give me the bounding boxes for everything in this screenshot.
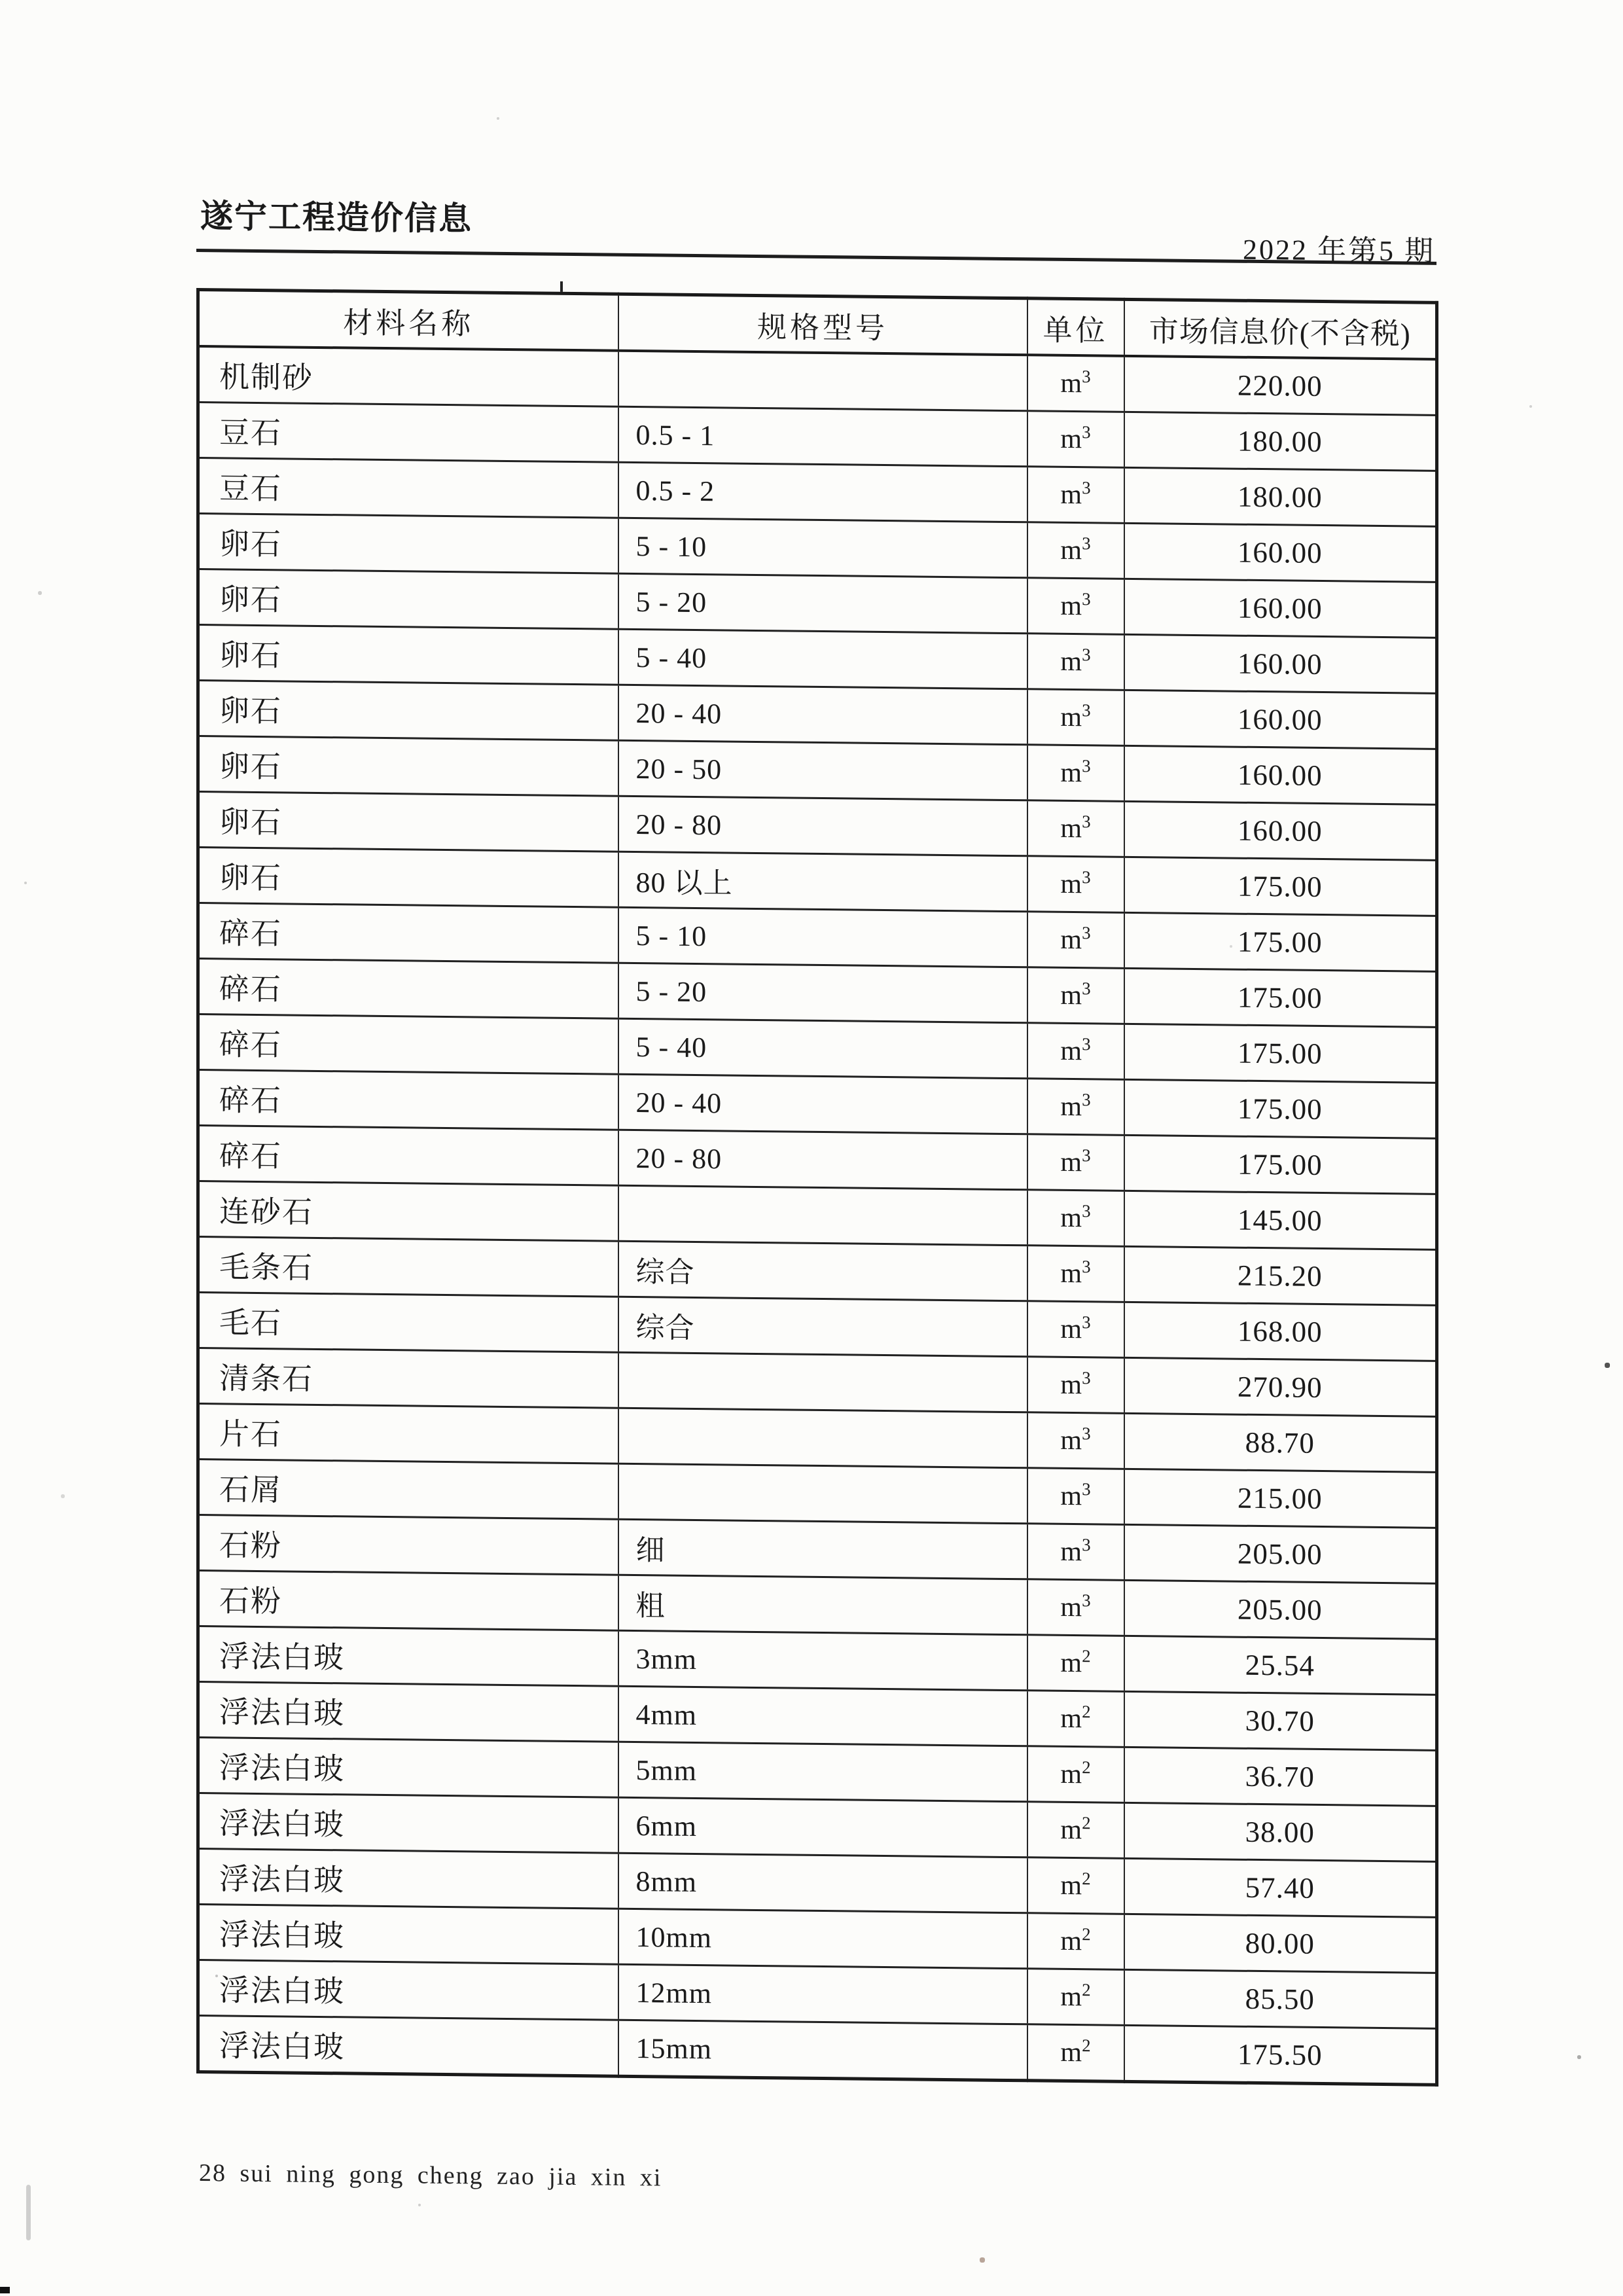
cell-material-name: 石粉 bbox=[198, 1515, 618, 1575]
cell-material-name: 浮法白玻 bbox=[198, 1793, 618, 1854]
cell-spec-model: 5 - 10 bbox=[618, 518, 1027, 578]
cell-spec-model bbox=[618, 1352, 1027, 1412]
cell-material-name: 碎石 bbox=[198, 1014, 618, 1075]
cell-price: 168.00 bbox=[1124, 1302, 1437, 1361]
cell-material-name: 卵石 bbox=[198, 792, 618, 852]
cell-unit: $m^3$ bbox=[1027, 1301, 1124, 1358]
cell-price: 160.00 bbox=[1124, 801, 1437, 860]
cell-unit: $m^3$ bbox=[1027, 967, 1124, 1024]
cell-material-name: 清条石 bbox=[198, 1348, 618, 1408]
cell-price: 160.00 bbox=[1124, 634, 1437, 693]
cell-price: 205.00 bbox=[1124, 1524, 1437, 1583]
cell-spec-model bbox=[618, 1463, 1027, 1524]
cell-unit: $m^2$ bbox=[1027, 1635, 1124, 1692]
cell-price: 160.00 bbox=[1124, 579, 1437, 637]
cell-material-name: 浮法白玻 bbox=[198, 1849, 618, 1909]
cell-spec-model: 15mm bbox=[618, 2020, 1027, 2081]
cell-unit: $m^2$ bbox=[1027, 1857, 1124, 1914]
cell-unit: $m^3$ bbox=[1027, 355, 1124, 412]
cell-spec-model: 80 以上 bbox=[618, 852, 1027, 912]
cell-price: 85.50 bbox=[1124, 1969, 1437, 2028]
cell-unit: $m^2$ bbox=[1027, 1802, 1124, 1859]
cell-price: 36.70 bbox=[1124, 1747, 1437, 1806]
cell-price: 30.70 bbox=[1124, 1691, 1437, 1750]
cell-spec-model: 细 bbox=[618, 1519, 1027, 1579]
col-header-material-name: 材料名称 bbox=[198, 290, 618, 351]
cell-unit: $m^3$ bbox=[1027, 578, 1124, 635]
cell-spec-model: 20 - 40 bbox=[618, 685, 1027, 745]
cell-material-name: 碎石 bbox=[198, 1126, 618, 1186]
cell-spec-model: 5 - 40 bbox=[618, 629, 1027, 689]
cell-price: 180.00 bbox=[1124, 412, 1437, 471]
cell-price: 175.00 bbox=[1124, 1135, 1437, 1194]
cell-spec-model: 20 - 40 bbox=[618, 1074, 1027, 1134]
cell-spec-model: 5 - 10 bbox=[618, 907, 1027, 967]
cell-price: 215.00 bbox=[1124, 1469, 1437, 1528]
cell-material-name: 浮法白玻 bbox=[198, 1682, 618, 1742]
cell-material-name: 连砂石 bbox=[198, 1181, 618, 1242]
cell-material-name: 浮法白玻 bbox=[198, 1738, 618, 1798]
cell-unit: $m^3$ bbox=[1027, 1246, 1124, 1302]
cell-unit: $m^2$ bbox=[1027, 1969, 1124, 2026]
cell-material-name: 豆石 bbox=[198, 458, 618, 518]
cell-material-name: 石屑 bbox=[198, 1460, 618, 1520]
cell-unit: $m^3$ bbox=[1027, 1079, 1124, 1136]
cell-unit: $m^3$ bbox=[1027, 467, 1124, 524]
col-header-market-price: 市场信息价(不含税) bbox=[1124, 299, 1437, 359]
cell-material-name: 石粉 bbox=[198, 1571, 618, 1631]
cell-material-name: 卵石 bbox=[198, 736, 618, 797]
col-header-unit: 单位 bbox=[1027, 298, 1124, 356]
cell-unit: $m^3$ bbox=[1027, 912, 1124, 969]
scan-tick-artifact bbox=[560, 281, 563, 292]
cell-unit: $m^3$ bbox=[1027, 1524, 1124, 1581]
cell-spec-model: 0.5 - 2 bbox=[618, 462, 1027, 522]
page-content bbox=[196, 182, 1436, 2200]
cell-spec-model: 10mm bbox=[618, 1909, 1027, 1969]
cell-material-name: 卵石 bbox=[198, 569, 618, 630]
cell-spec-model: 6mm bbox=[618, 1797, 1027, 1857]
cell-spec-model bbox=[618, 1185, 1027, 1246]
cell-price: 145.00 bbox=[1124, 1191, 1437, 1249]
cell-spec-model: 20 - 80 bbox=[618, 796, 1027, 856]
cell-price: 175.00 bbox=[1124, 1079, 1437, 1138]
cell-unit: $m^2$ bbox=[1027, 1913, 1124, 1970]
cell-spec-model: 8mm bbox=[618, 1853, 1027, 1913]
table-body bbox=[198, 346, 1437, 2085]
cell-unit: $m^2$ bbox=[1027, 1746, 1124, 1803]
cell-material-name: 片石 bbox=[198, 1404, 618, 1464]
cell-price: 175.00 bbox=[1124, 912, 1437, 971]
material-price-table bbox=[196, 288, 1438, 2087]
cell-price: 205.00 bbox=[1124, 1580, 1437, 1639]
scan-corner-mark bbox=[0, 2287, 10, 2293]
cell-material-name: 碎石 bbox=[198, 959, 618, 1019]
scan-speck-artifacts bbox=[0, 0, 1, 1]
cell-unit: $m^3$ bbox=[1027, 522, 1124, 579]
cell-material-name: 碎石 bbox=[198, 903, 618, 963]
cell-material-name: 卵石 bbox=[198, 681, 618, 741]
cell-spec-model: 12mm bbox=[618, 1964, 1027, 2024]
cell-price: 38.00 bbox=[1124, 1803, 1437, 1861]
cell-price: 215.20 bbox=[1124, 1246, 1437, 1305]
cell-spec-model: 20 - 80 bbox=[618, 1130, 1027, 1190]
cell-unit: $m^3$ bbox=[1027, 411, 1124, 468]
cell-unit: $m^3$ bbox=[1027, 745, 1124, 802]
cell-price: 160.00 bbox=[1124, 745, 1437, 804]
cell-material-name: 机制砂 bbox=[198, 346, 618, 406]
cell-unit: $m^2$ bbox=[1027, 2024, 1124, 2082]
cell-material-name: 毛石 bbox=[198, 1293, 618, 1353]
cell-unit: $m^3$ bbox=[1027, 1579, 1124, 1636]
cell-unit: $m^3$ bbox=[1027, 1134, 1124, 1191]
scan-smudge-artifact bbox=[26, 2185, 31, 2240]
cell-material-name: 浮法白玻 bbox=[198, 1905, 618, 1965]
cell-material-name: 浮法白玻 bbox=[198, 1626, 618, 1687]
cell-unit: $m^3$ bbox=[1027, 1190, 1124, 1247]
col-header-spec-model: 规格型号 bbox=[618, 294, 1027, 355]
table-row bbox=[198, 2016, 1437, 2085]
cell-price: 180.00 bbox=[1124, 467, 1437, 526]
cell-unit: $m^3$ bbox=[1027, 1023, 1124, 1080]
cell-material-name: 碎石 bbox=[198, 1070, 618, 1130]
issue-label: 2022 年第5 期 bbox=[1243, 233, 1435, 268]
cell-price: 160.00 bbox=[1124, 690, 1437, 749]
page-header bbox=[196, 182, 1436, 268]
cell-unit: $m^3$ bbox=[1027, 856, 1124, 913]
cell-spec-model: 综合 bbox=[618, 1241, 1027, 1301]
page-footer-label: 28 sui ning gong cheng zao jia xin xi bbox=[199, 2159, 662, 2192]
cell-material-name: 豆石 bbox=[198, 403, 618, 463]
cell-material-name: 浮法白玻 bbox=[198, 2016, 618, 2077]
cell-material-name: 毛条石 bbox=[198, 1237, 618, 1297]
cell-price: 175.00 bbox=[1124, 857, 1437, 916]
cell-material-name: 卵石 bbox=[198, 625, 618, 685]
page-title: 遂宁工程造价信息 bbox=[200, 198, 473, 238]
cell-price: 25.54 bbox=[1124, 1636, 1437, 1695]
cell-spec-model: 3mm bbox=[618, 1630, 1027, 1691]
cell-spec-model: 20 - 50 bbox=[618, 740, 1027, 800]
cell-spec-model: 5 - 20 bbox=[618, 963, 1027, 1023]
cell-unit: $m^3$ bbox=[1027, 1357, 1124, 1414]
cell-unit: $m^3$ bbox=[1027, 800, 1124, 857]
cell-price: 175.00 bbox=[1124, 968, 1437, 1027]
cell-price: 270.90 bbox=[1124, 1357, 1437, 1416]
cell-spec-model: 5 - 40 bbox=[618, 1018, 1027, 1079]
cell-unit: $m^3$ bbox=[1027, 689, 1124, 746]
cell-material-name: 浮法白玻 bbox=[198, 1960, 618, 2020]
cell-unit: $m^3$ bbox=[1027, 634, 1124, 691]
cell-material-name: 卵石 bbox=[198, 514, 618, 574]
cell-material-name: 卵石 bbox=[198, 848, 618, 908]
cell-price: 175.50 bbox=[1124, 2025, 1437, 2085]
cell-spec-model bbox=[618, 351, 1027, 411]
cell-price: 57.40 bbox=[1124, 1858, 1437, 1917]
cell-price: 88.70 bbox=[1124, 1413, 1437, 1472]
cell-price: 175.00 bbox=[1124, 1024, 1437, 1083]
cell-price: 220.00 bbox=[1124, 356, 1437, 416]
cell-spec-model: 5 - 20 bbox=[618, 573, 1027, 634]
cell-spec-model: 0.5 - 1 bbox=[618, 406, 1027, 467]
cell-spec-model: 粗 bbox=[618, 1575, 1027, 1635]
cell-unit: $m^2$ bbox=[1027, 1691, 1124, 1748]
cell-unit: $m^3$ bbox=[1027, 1412, 1124, 1469]
cell-spec-model: 综合 bbox=[618, 1297, 1027, 1357]
cell-spec-model bbox=[618, 1408, 1027, 1468]
cell-unit: $m^3$ bbox=[1027, 1468, 1124, 1525]
cell-spec-model: 5mm bbox=[618, 1742, 1027, 1802]
cell-price: 160.00 bbox=[1124, 523, 1437, 582]
cell-spec-model: 4mm bbox=[618, 1686, 1027, 1746]
cell-price: 80.00 bbox=[1124, 1914, 1437, 1973]
